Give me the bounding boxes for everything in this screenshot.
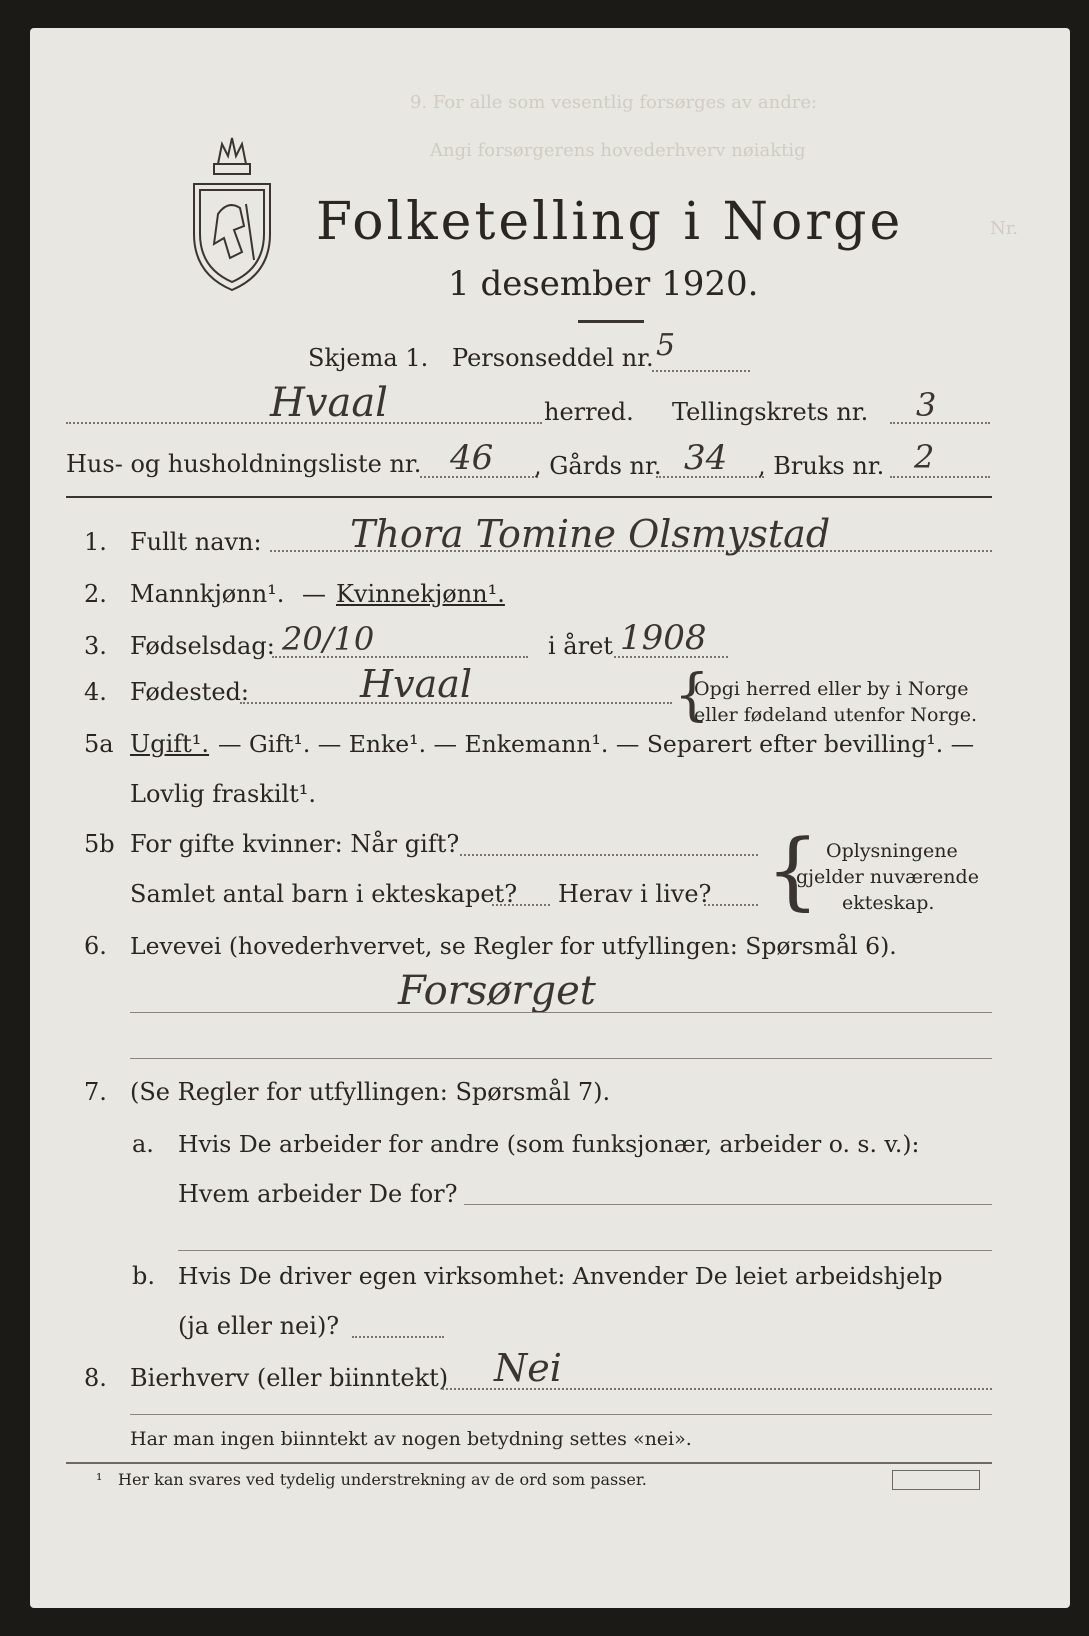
q4-number: 4. [84,678,107,706]
personseddel-label: Personseddel nr. [452,344,654,372]
q7b-label: Hvis De driver egen virksomhet: Anvender De leiet arbeidshjelp [178,1262,943,1290]
herred-value: Hvaal [270,380,388,426]
occupation-value: Forsørget [398,968,596,1014]
footer-note: Har man ingen biinntekt av nogen betydning settes «nei». [130,1428,692,1450]
married-when-field[interactable] [460,854,758,856]
header-rule [66,496,992,498]
bleed-through-text: Angi forsørgerens hovederhverv nøiaktig [430,140,806,161]
bruks-value: 2 [914,438,935,476]
birth-year-value: 1908 [620,618,707,658]
q7b-letter: b. [132,1262,155,1290]
norway-coat-of-arms-icon [188,134,276,294]
printer-stamp [892,1470,980,1490]
bruks-label: , Bruks nr. [758,452,885,480]
q7a-label-2: Hvem arbeider De for? [178,1180,458,1208]
form-date: 1 desember 1920. [448,264,759,304]
bleed-through-text: 9. For alle som vesentlig forsørges av andre: [410,92,818,113]
children-alive-field[interactable] [704,904,758,906]
q6-number: 6. [84,932,107,960]
gards-value: 34 [684,438,728,478]
gender-female-option[interactable]: Kvinnekjønn¹. [336,580,505,608]
children-total-label: Samlet antal barn i ekteskapet? [130,880,518,908]
children-alive-label: Herav i live? [558,880,712,908]
employer-field[interactable] [464,1204,992,1205]
q7-number: 7. [84,1078,107,1106]
q7a-letter: a. [132,1130,154,1158]
q4-label: Fødested: [130,678,249,706]
census-form-page [30,28,1070,1608]
q7a-label: Hvis De arbeider for andre (som funksjonær, arbeider o. s. v.): [178,1130,920,1158]
full-name-value: Thora Tomine Olsmystad [350,512,831,556]
skjema-label: Skjema 1. [308,344,429,372]
q5b-note-brace: { [766,821,820,919]
hus-label: Hus- og husholdningsliste nr. [66,450,422,478]
q4-note-line2: eller fødeland utenfor Norge. [694,704,978,726]
q3-label: Fødselsdag: [130,632,275,660]
q4-note-line1: Opgi herred eller by i Norge [694,678,969,700]
q1-label: Fullt navn: [130,528,262,556]
married-when-label: For gifte kvinner: Når gift? [130,830,460,858]
q2-number: 2. [84,580,107,608]
footnote-text: Her kan svares ved tydelig understrekning av de ord som passer. [118,1470,647,1489]
bruks-field[interactable] [890,476,990,478]
q7b-label-2: (ja eller nei)? [178,1312,340,1340]
side-income-value: Nei [494,1346,562,1390]
bleed-through-text: Nr. [990,218,1019,239]
occupation-line-1[interactable] [130,1012,992,1013]
marital-divorced-option[interactable]: Lovlig fraskilt¹. [130,780,317,808]
q5b-note-line1: Oplysningene [826,840,958,862]
birth-year-label: i året [548,632,613,660]
q8-number: 8. [84,1364,107,1392]
q4-note-brace: { [674,663,710,728]
q5a-number: 5a [84,730,114,758]
form-title: Folketelling i Norge [316,192,904,252]
occupation-line-2[interactable] [130,1058,992,1059]
tellingskrets-label: Tellingskrets nr. [672,398,869,426]
q7-label: (Se Regler for utfyllingen: Spørsmål 7). [130,1078,611,1106]
marital-other-options[interactable]: — Gift¹. — Enke¹. — Enkemann¹. — Separert efter bevilling¹. — [218,730,975,758]
q3-number: 3. [84,632,107,660]
gender-separator: — [302,580,326,608]
side-income-line-2[interactable] [130,1414,992,1415]
marital-unmarried-option[interactable]: Ugift¹. [130,730,210,758]
q5b-note-line3: ekteskap. [842,892,935,914]
q6-label: Levevei (hovederhvervet, se Regler for utfyllingen: Spørsmål 6). [130,932,897,960]
gards-label: , Gårds nr. [534,452,662,480]
tellingskrets-value: 3 [916,386,937,424]
hus-value: 46 [450,438,494,478]
q1-number: 1. [84,528,107,556]
children-total-field[interactable] [492,904,550,906]
birthdate-value: 20/10 [282,620,375,658]
title-divider [578,320,644,323]
personseddel-value: 5 [656,328,676,363]
gender-male-option[interactable]: Mannkjønn¹. [130,580,285,608]
employer-line-2[interactable] [178,1250,992,1251]
footnote-mark: ¹ [96,1470,103,1489]
hired-help-field[interactable] [352,1336,444,1338]
q5b-note-line2: gjelder nuværende [796,866,979,888]
birthplace-value: Hvaal [360,662,473,706]
footnote-rule [66,1462,992,1464]
q8-label: Bierhverv (eller biinntekt) [130,1364,449,1392]
herred-label: herred. [544,398,634,426]
tellingskrets-field[interactable] [890,422,990,424]
q5b-number: 5b [84,830,115,858]
personseddel-field[interactable] [652,370,750,372]
